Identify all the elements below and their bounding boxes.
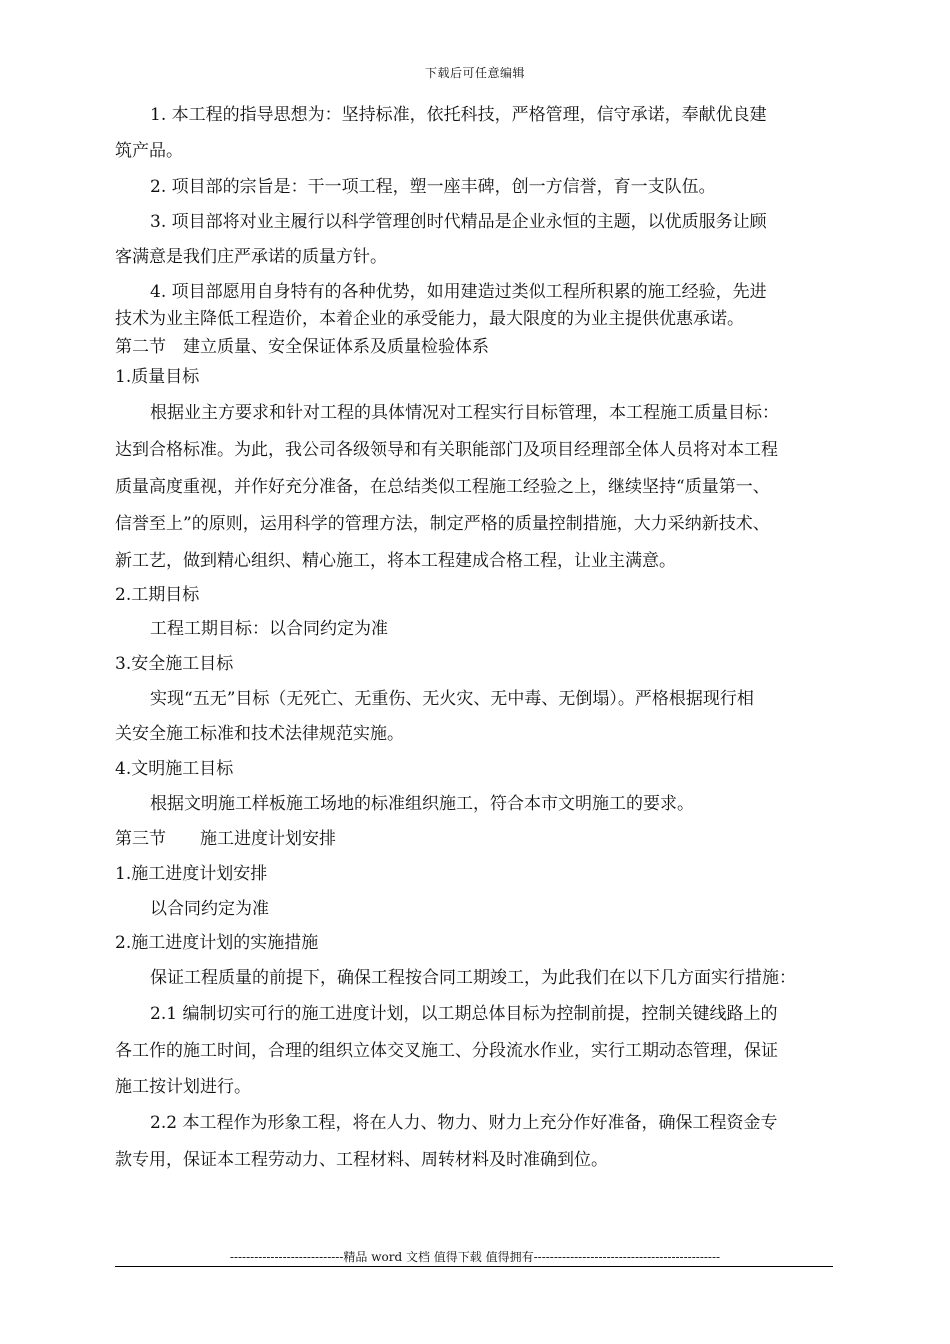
page-header: 下载后可任意编辑 (424, 66, 525, 80)
subheading: 2.施工进度计划的实施措施 (115, 933, 319, 953)
paragraph-line: 工程工期目标：以合同约定为准 (150, 619, 388, 639)
paragraph-line: 实现“五无”目标（无死亡、无重伤、无火灾、无中毒、无倒塌）。严格根据现行相 (150, 689, 754, 709)
page-footer: ----------------------------精品 word 文档 值得下载 值得拥有---------------------------------------------- (229, 1250, 721, 1264)
section-heading: 第三节 施工进度计划安排 (115, 829, 336, 849)
paragraph-line: 技术为业主降低工程造价，本着企业的承受能力，最大限度的为业主提供优惠承诺。 (115, 309, 744, 329)
subheading: 2.工期目标 (115, 585, 200, 605)
paragraph-line: 根据文明施工样板施工场地的标准组织施工，符合本市文明施工的要求。 (150, 794, 694, 814)
paragraph-line: 以合同约定为准 (150, 899, 269, 919)
paragraph-line: 达到合格标准。为此，我公司各级领导和有关职能部门及项目经理部全体人员将对本工程 (115, 440, 778, 460)
paragraph-line: 4. 项目部愿用自身特有的各种优势，如用建造过类似工程所积累的施工经验，先进 (150, 282, 767, 302)
subheading: 3.安全施工目标 (115, 654, 234, 674)
paragraph-line: 信誉至上”的原则，运用科学的管理方法，制定严格的质量控制措施，大力采纳新技术、 (115, 514, 770, 534)
subheading: 1.质量目标 (115, 367, 200, 387)
section-heading: 第二节 建立质量、安全保证体系及质量检验体系 (115, 337, 489, 357)
footer-divider (115, 1266, 833, 1267)
paragraph-line: 关安全施工标准和技术法律规范实施。 (115, 724, 404, 744)
paragraph-line: 施工按计划进行。 (115, 1077, 251, 1097)
paragraph-line: 质量高度重视，并作好充分准备，在总结类似工程施工经验之上，继续坚持“质量第一、 (115, 477, 770, 497)
paragraph-line: 3. 项目部将对业主履行以科学管理创时代精品是企业永恒的主题，以优质服务让顾 (150, 212, 767, 232)
paragraph-line: 保证工程质量的前提下，确保工程按合同工期竣工，为此我们在以下几方面实行措施： (150, 968, 796, 988)
paragraph-line: 筑产品。 (115, 141, 183, 161)
paragraph-line: 2. 项目部的宗旨是：干一项工程，塑一座丰碑，创一方信誉，育一支队伍。 (150, 177, 716, 197)
subheading: 1.施工进度计划安排 (115, 864, 268, 884)
paragraph-line: 款专用，保证本工程劳动力、工程材料、周转材料及时准确到位。 (115, 1150, 608, 1170)
paragraph-line: 1. 本工程的指导思想为：坚持标准，依托科技，严格管理，信守承诺，奉献优良建 (150, 105, 767, 125)
subheading: 4.文明施工目标 (115, 759, 234, 779)
paragraph-line: 客满意是我们庄严承诺的质量方针。 (115, 247, 387, 267)
paragraph-line: 根据业主方要求和针对工程的具体情况对工程实行目标管理，本工程施工质量目标： (150, 403, 779, 423)
paragraph-line: 2.2 本工程作为形象工程，将在人力、物力、财力上充分作好准备，确保工程资金专 (150, 1113, 778, 1133)
paragraph-line: 2.1 编制切实可行的施工进度计划，以工期总体目标为控制前提，控制关键线路上的 (150, 1004, 778, 1024)
paragraph-line: 各工作的施工时间，合理的组织立体交叉施工、分段流水作业，实行工期动态管理，保证 (115, 1041, 778, 1061)
paragraph-line: 新工艺，做到精心组织、精心施工，将本工程建成合格工程，让业主满意。 (115, 551, 676, 571)
